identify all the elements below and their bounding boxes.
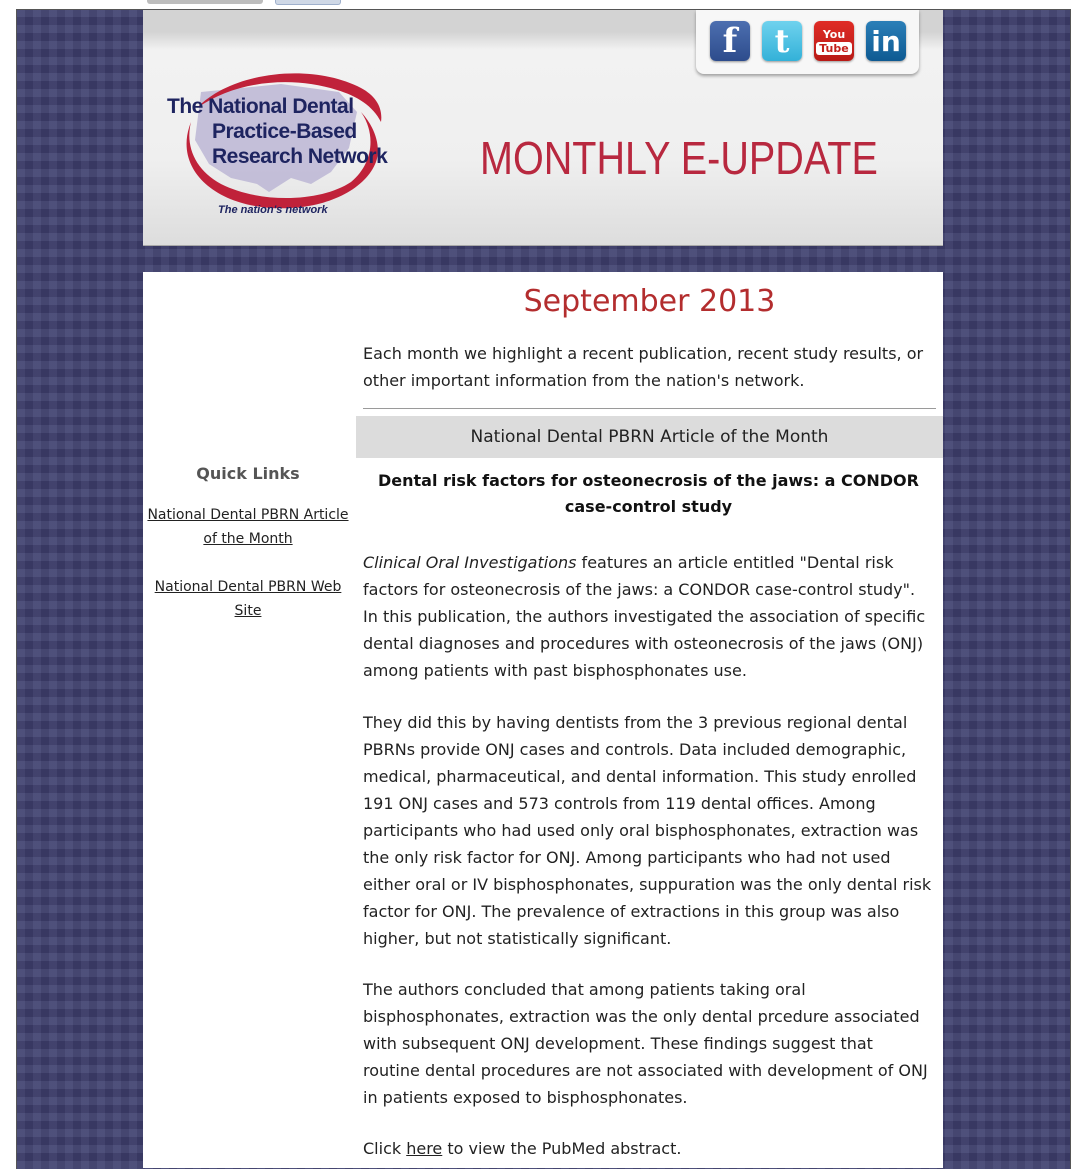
- logo-text: Research Network: [212, 145, 388, 168]
- quick-link-website: [143, 575, 353, 623]
- section-heading: National Dental PBRN Article of the Month: [356, 416, 943, 458]
- network-logo: [161, 52, 391, 232]
- logo-text: The National Dental: [167, 95, 354, 118]
- newsletter-title: MONTHLY E-UPDATE: [480, 132, 878, 184]
- youtube-icon[interactable]: [814, 21, 854, 61]
- logo-tagline: The nation's network: [218, 204, 328, 216]
- divider: [363, 408, 936, 409]
- youtube-icon-text: You: [822, 27, 846, 41]
- article-paragraph: They did this by having dentists from the 3 previous regional dental PBRNs provide ONJ cases and controls. Data included demographic, medical, pharmaceutical, and dental information. This study enrolled 191 ONJ cases and 573 controls from 119 dental offices. Among participants who had used only oral bisphosphonates, extraction was the only risk factor for ONJ. Among participants who had not used either oral or IV bisphosphonates, suppuration was the only dental risk factor for ONJ. The prevalence of extractions in this group was also higher, but not statistically significant.: [363, 713, 932, 948]
- article-paragraph: [363, 549, 933, 684]
- twitter-icon[interactable]: t: [762, 21, 802, 61]
- article-title: Dental risk factors for osteonecrosis of the jaws: a CONDOR case-control study: [378, 471, 919, 516]
- newsletter-header: [143, 10, 943, 246]
- youtube-icon-text: Tube: [816, 42, 851, 55]
- pubmed-link[interactable]: here: [406, 1139, 443, 1158]
- newsletter-content: [143, 272, 943, 1168]
- toolbar-button[interactable]: [147, 0, 263, 4]
- paragraph-text: features an article entitled "Dental risk factors for osteonecrosis of the jaws: a CONDOR case-control study". In this publication, the authors investigated the association of specific dental diagnoses and procedures with osteonecrosis of the jaws (ONJ) among patients with past bisphosphonates use.: [363, 553, 926, 680]
- quick-link-article-link[interactable]: National Dental PBRN Article of the Month: [147, 507, 349, 547]
- pubmed-paragraph: [363, 1135, 933, 1162]
- article-paragraph: The authors concluded that among patients taking oral bisphosphonates, extraction was the only dental prcedure associated with subsequent ONJ development. These findings suggest that routine dental procedures are not associated with development of ONJ in patients exposed to bisphosphonates.: [363, 980, 928, 1107]
- quick-links-title: Quick Links: [196, 464, 300, 483]
- logo-text: Practice-Based: [212, 120, 357, 143]
- paragraph-text: Click: [363, 1139, 407, 1158]
- issue-month: September 2013: [523, 284, 776, 319]
- facebook-icon[interactable]: f: [710, 21, 750, 61]
- social-links-bar: [696, 10, 919, 74]
- intro-text: Each month we highlight a recent publication, recent study results, or other important information from the nation's network.: [363, 344, 924, 390]
- linkedin-icon[interactable]: in: [866, 21, 906, 61]
- toolbar-button[interactable]: [275, 0, 341, 5]
- journal-name: Clinical Oral Investigations: [363, 553, 577, 572]
- paragraph-text: to view the PubMed abstract.: [442, 1139, 682, 1158]
- quick-link-article: [143, 503, 353, 551]
- quick-link-website-link[interactable]: National Dental PBRN Web Site: [154, 579, 342, 619]
